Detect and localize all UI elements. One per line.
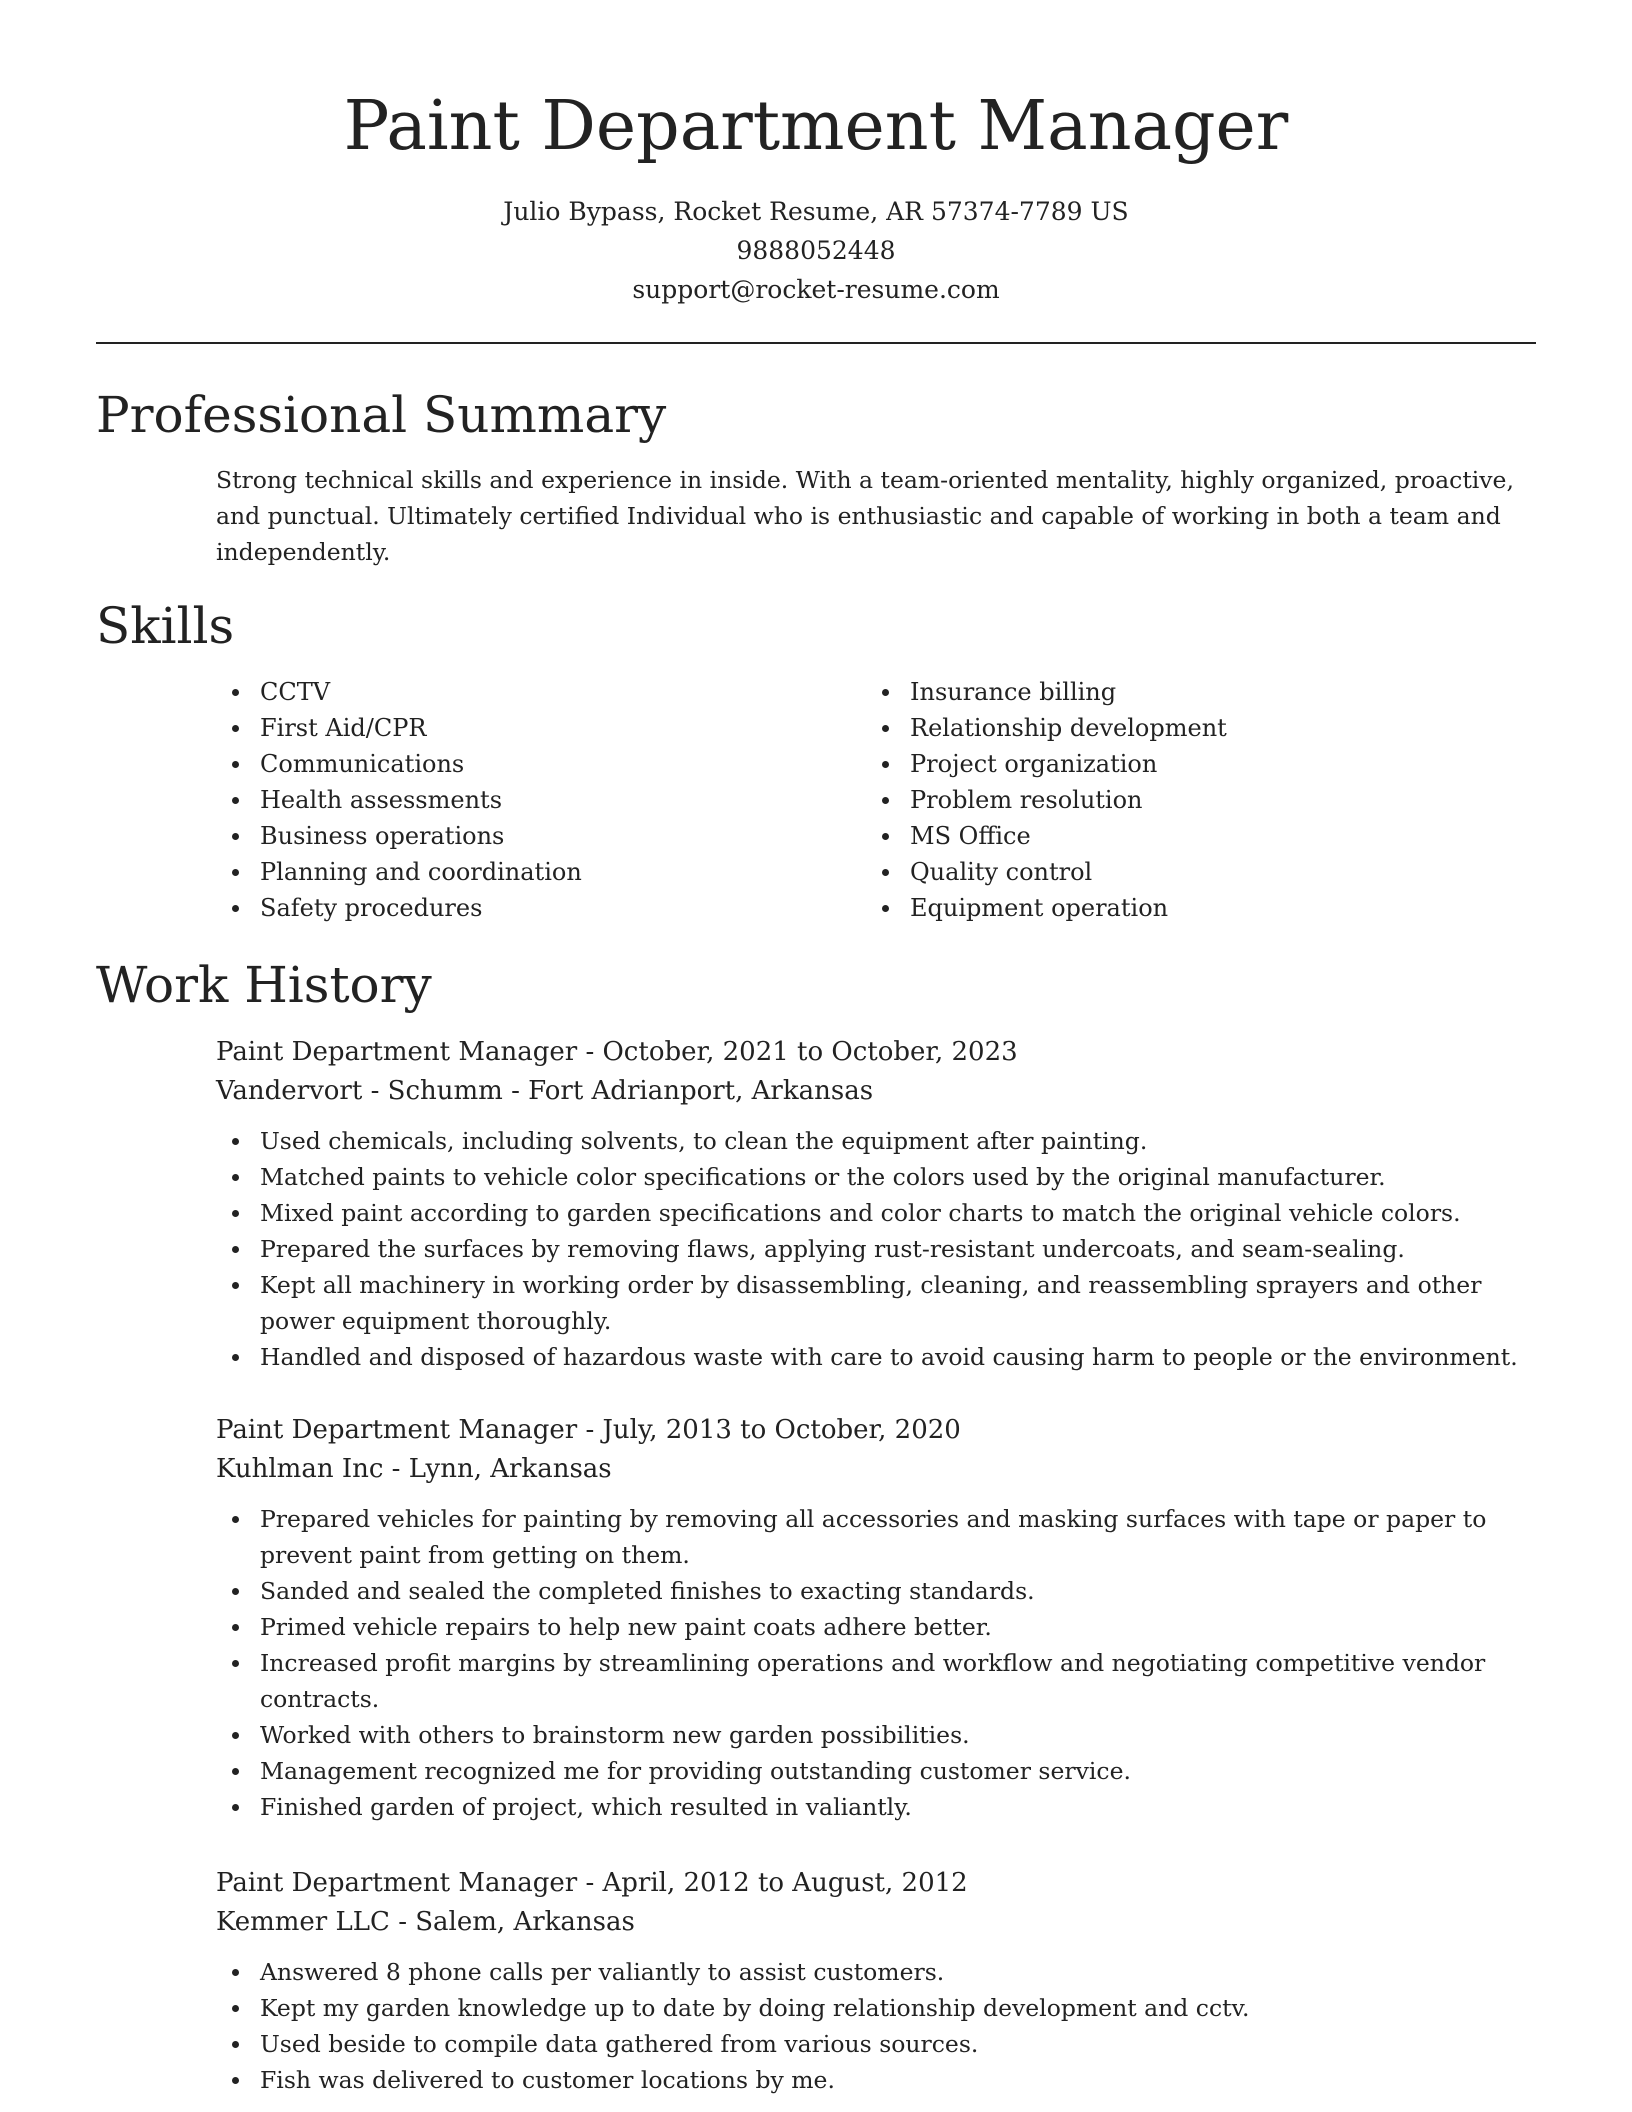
skill-item: Relationship development bbox=[866, 710, 1506, 746]
job-bullet: Kept all machinery in working order by disassembling, cleaning, and reassembling sprayers and other power equipment thoroughly. bbox=[216, 1267, 1536, 1339]
summary-text: Strong technical skills and experience in inside. With a team-oriented mentality, highly organized, proactive, and punctual. Ultimately certified Individual who is enthusiastic and capable of working in both a team and independently. bbox=[216, 466, 1514, 566]
skill-item: Quality control bbox=[866, 854, 1506, 890]
job-title-line: Paint Department Manager - July, 2013 to October, 2020 bbox=[216, 1415, 961, 1445]
job-company-line: Kemmer LLC - Salem, Arkansas bbox=[216, 1907, 635, 1937]
job-bullet: Handled and disposed of hazardous waste with care to avoid causing harm to people or the environment. bbox=[216, 1339, 1536, 1375]
skill-item: Communications bbox=[216, 746, 816, 782]
job-bullet: Primed vehicle repairs to help new paint coats adhere better. bbox=[216, 1609, 1536, 1645]
job-bullet: Used chemicals, including solvents, to clean the equipment after painting. bbox=[216, 1123, 1536, 1159]
job-entry bbox=[216, 1864, 1536, 2098]
skill-item: Problem resolution bbox=[866, 782, 1506, 818]
summary-heading: Professional Summary bbox=[96, 386, 667, 444]
job-bullet: Answered 8 phone calls per valiantly to assist customers. bbox=[216, 1954, 1536, 1990]
skill-item: Health assessments bbox=[216, 782, 816, 818]
job-bullet: Worked with others to brainstorm new garden possibilities. bbox=[216, 1717, 1536, 1753]
job-bullet: Management recognized me for providing outstanding customer service. bbox=[216, 1753, 1536, 1789]
skill-item: Safety procedures bbox=[216, 890, 816, 926]
skill-item: CCTV bbox=[216, 674, 816, 710]
job-bullet: Matched paints to vehicle color specifications or the colors used by the original manufacturer. bbox=[216, 1159, 1536, 1195]
job-bullet: Increased profit margins by streamlining operations and workflow and negotiating competitive vendor contracts. bbox=[216, 1645, 1536, 1717]
job-bullet: Prepared vehicles for painting by removing all accessories and masking surfaces with tape or paper to prevent paint from getting on them. bbox=[216, 1501, 1536, 1573]
skill-item: MS Office bbox=[866, 818, 1506, 854]
job-bullet: Kept my garden knowledge up to date by doing relationship development and cctv. bbox=[216, 1990, 1536, 2026]
email: support@rocket-resume.com bbox=[632, 275, 1000, 304]
job-title-line: Paint Department Manager - October, 2021 to October, 2023 bbox=[216, 1037, 1018, 1067]
skills-list-right bbox=[866, 674, 1506, 926]
header-divider bbox=[96, 342, 1536, 344]
job-bullet: Finished garden of project, which resulted in valiantly. bbox=[216, 1789, 1536, 1825]
contact-block bbox=[0, 192, 1632, 309]
candidate-name: Paint Department Manager bbox=[343, 87, 1289, 166]
job-bullet: Fish was delivered to customer locations by me. bbox=[216, 2062, 1536, 2098]
skill-item: Equipment operation bbox=[866, 890, 1506, 926]
job-bullet-list bbox=[216, 1123, 1536, 1375]
job-bullet-list bbox=[216, 1501, 1536, 1825]
skill-item: First Aid/CPR bbox=[216, 710, 816, 746]
job-company-line: Kuhlman Inc - Lynn, Arkansas bbox=[216, 1454, 612, 1484]
job-bullet: Sanded and sealed the completed finishes to exacting standards. bbox=[216, 1573, 1536, 1609]
job-bullet: Prepared the surfaces by removing flaws, applying rust-resistant undercoats, and seam-sealing. bbox=[216, 1231, 1536, 1267]
job-bullet: Mixed paint according to garden specifications and color charts to match the original vehicle colors. bbox=[216, 1195, 1536, 1231]
skill-item: Planning and coordination bbox=[216, 854, 816, 890]
phone: 9888052448 bbox=[736, 236, 896, 265]
skills-list-left bbox=[216, 674, 816, 926]
job-company-line: Vandervort - Schumm - Fort Adrianport, Arkansas bbox=[216, 1076, 874, 1106]
address: Julio Bypass, Rocket Resume, AR 57374-7789 US bbox=[503, 197, 1129, 226]
skill-item: Project organization bbox=[866, 746, 1506, 782]
skill-item: Business operations bbox=[216, 818, 816, 854]
job-bullet-list bbox=[216, 1954, 1536, 2098]
job-bullet: Used beside to compile data gathered from various sources. bbox=[216, 2026, 1536, 2062]
work-history-heading: Work History bbox=[96, 956, 432, 1014]
job-entry bbox=[216, 1411, 1536, 1825]
skill-item: Insurance billing bbox=[866, 674, 1506, 710]
job-title-line: Paint Department Manager - April, 2012 to August, 2012 bbox=[216, 1868, 968, 1898]
job-entry bbox=[216, 1033, 1536, 1375]
skills-heading: Skills bbox=[96, 597, 235, 655]
